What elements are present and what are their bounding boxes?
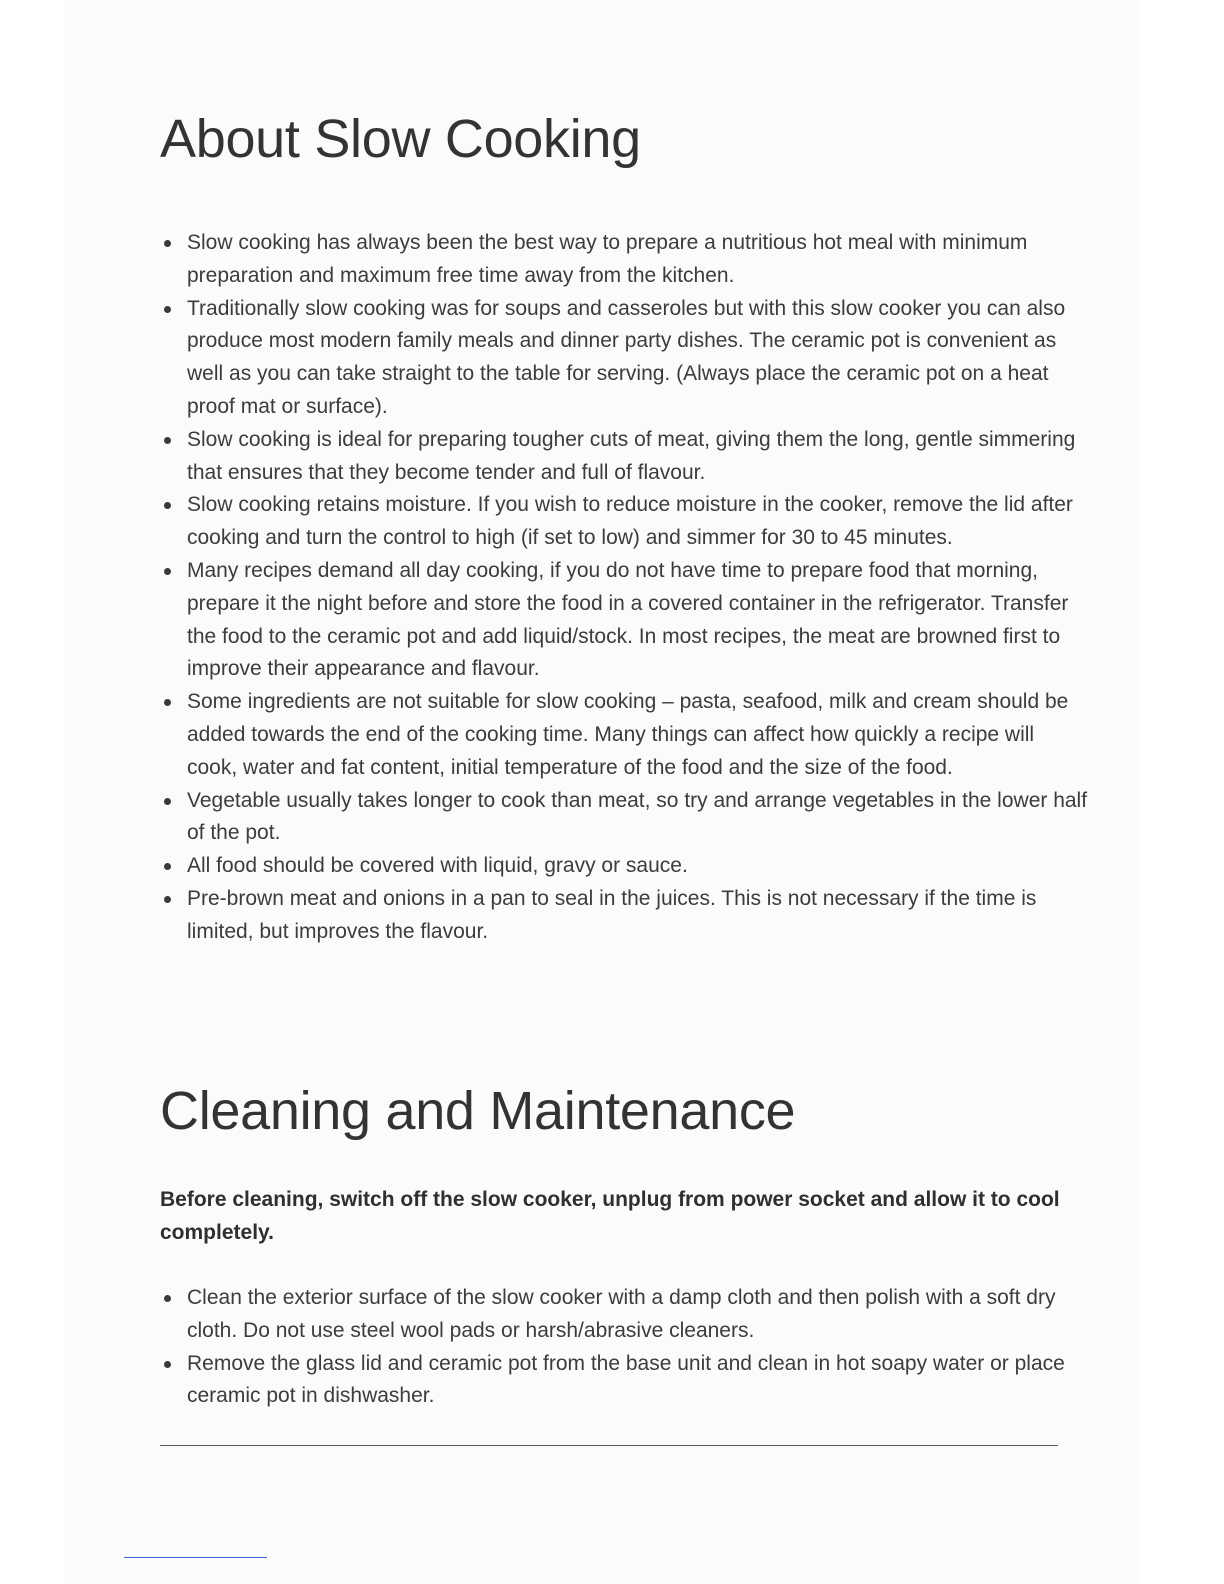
list-item-text: Pre-brown meat and onions in a pan to seal in the juices. This is not necessary if the time is limited, but improves the flavour. — [187, 886, 1037, 943]
list-item-text: All food should be covered with liquid, gravy or sauce. — [187, 854, 688, 878]
list-item — [160, 489, 1090, 555]
bullet-icon — [164, 1295, 171, 1302]
bullet-icon — [164, 306, 171, 313]
bullet-icon — [164, 1361, 171, 1368]
list-item-text: Vegetable usually takes longer to cook than meat, so try and arrange vegetables in the lower half of the pot. — [187, 788, 1088, 845]
list-item — [160, 850, 1090, 883]
list-item — [160, 1348, 1090, 1414]
list-item-text: Slow cooking retains moisture. If you wish to reduce moisture in the cooker, remove the lid after cooking and turn the control to high (if set to low) and simmer for 30 to 45 minutes. — [187, 493, 1073, 550]
list-item-text: Slow cooking is ideal for preparing tougher cuts of meat, giving them the long, gentle simmering that ensures that they become tender and full of flavour. — [187, 427, 1076, 484]
bullet-icon — [164, 502, 171, 509]
cleaning-maintenance-heading: Cleaning and Maintenance — [160, 1081, 796, 1141]
bullet-icon — [164, 896, 171, 903]
bullet-icon — [164, 699, 171, 706]
bullet-icon — [164, 240, 171, 247]
list-item-text: Traditionally slow cooking was for soups and casseroles but with this slow cooker you can also produce most modern family meals and dinner party dishes. The ceramic pot is convenient as well as you can take straight to the table for serving. (Always place the ceramic pot on a heat proof mat or surface). — [187, 296, 1066, 418]
list-item — [160, 555, 1090, 686]
cleaning-maintenance-list — [160, 1282, 1090, 1413]
list-item — [160, 686, 1090, 784]
list-item-text: Slow cooking has always been the best way to prepare a nutritious hot meal with minimum preparation and maximum free time away from the kitchen. — [187, 231, 1028, 287]
cleaning-warning: Before cleaning, switch off the slow cooker, unplug from power socket and allow it to cool completely. — [160, 1188, 1060, 1244]
about-slow-cooking-heading: About Slow Cooking — [160, 109, 641, 169]
list-item — [160, 785, 1090, 851]
list-item-text: Some ingredients are not suitable for slow cooking – pasta, seafood, milk and cream should be added towards the end of the cooking time. Many things can affect how quickly a recipe will cook, water and fat content, initial temperature of the food and the size of the food. — [187, 690, 1069, 779]
list-item-text: Clean the exterior surface of the slow cooker with a damp cloth and then polish with a soft dry cloth. Do not use steel wool pads or harsh/abrasive cleaners. — [187, 1286, 1056, 1342]
list-item — [160, 293, 1090, 424]
bullet-icon — [164, 798, 171, 805]
list-item — [160, 424, 1090, 490]
list-item — [160, 883, 1090, 949]
list-item-text: Remove the glass lid and ceramic pot from the base unit and clean in hot soapy water or place ceramic pot in dishwasher. — [187, 1351, 1065, 1408]
bullet-icon — [164, 437, 171, 444]
list-item-text: Many recipes demand all day cooking, if you do not have time to prepare food that morning, prepare it the night before and store the food in a covered container in the refrigerator. Transfer the food to the ceramic pot and add liquid/stock. In most recipes, the meat are browned first to improve their appearance and flavour. — [187, 558, 1069, 681]
about-slow-cooking-list — [160, 227, 1090, 949]
list-item — [160, 1282, 1090, 1348]
footer-accent-line — [124, 1557, 267, 1558]
bullet-icon — [164, 863, 171, 870]
bullet-icon — [164, 568, 171, 575]
section-divider — [160, 1445, 1058, 1446]
list-item — [160, 227, 1090, 293]
